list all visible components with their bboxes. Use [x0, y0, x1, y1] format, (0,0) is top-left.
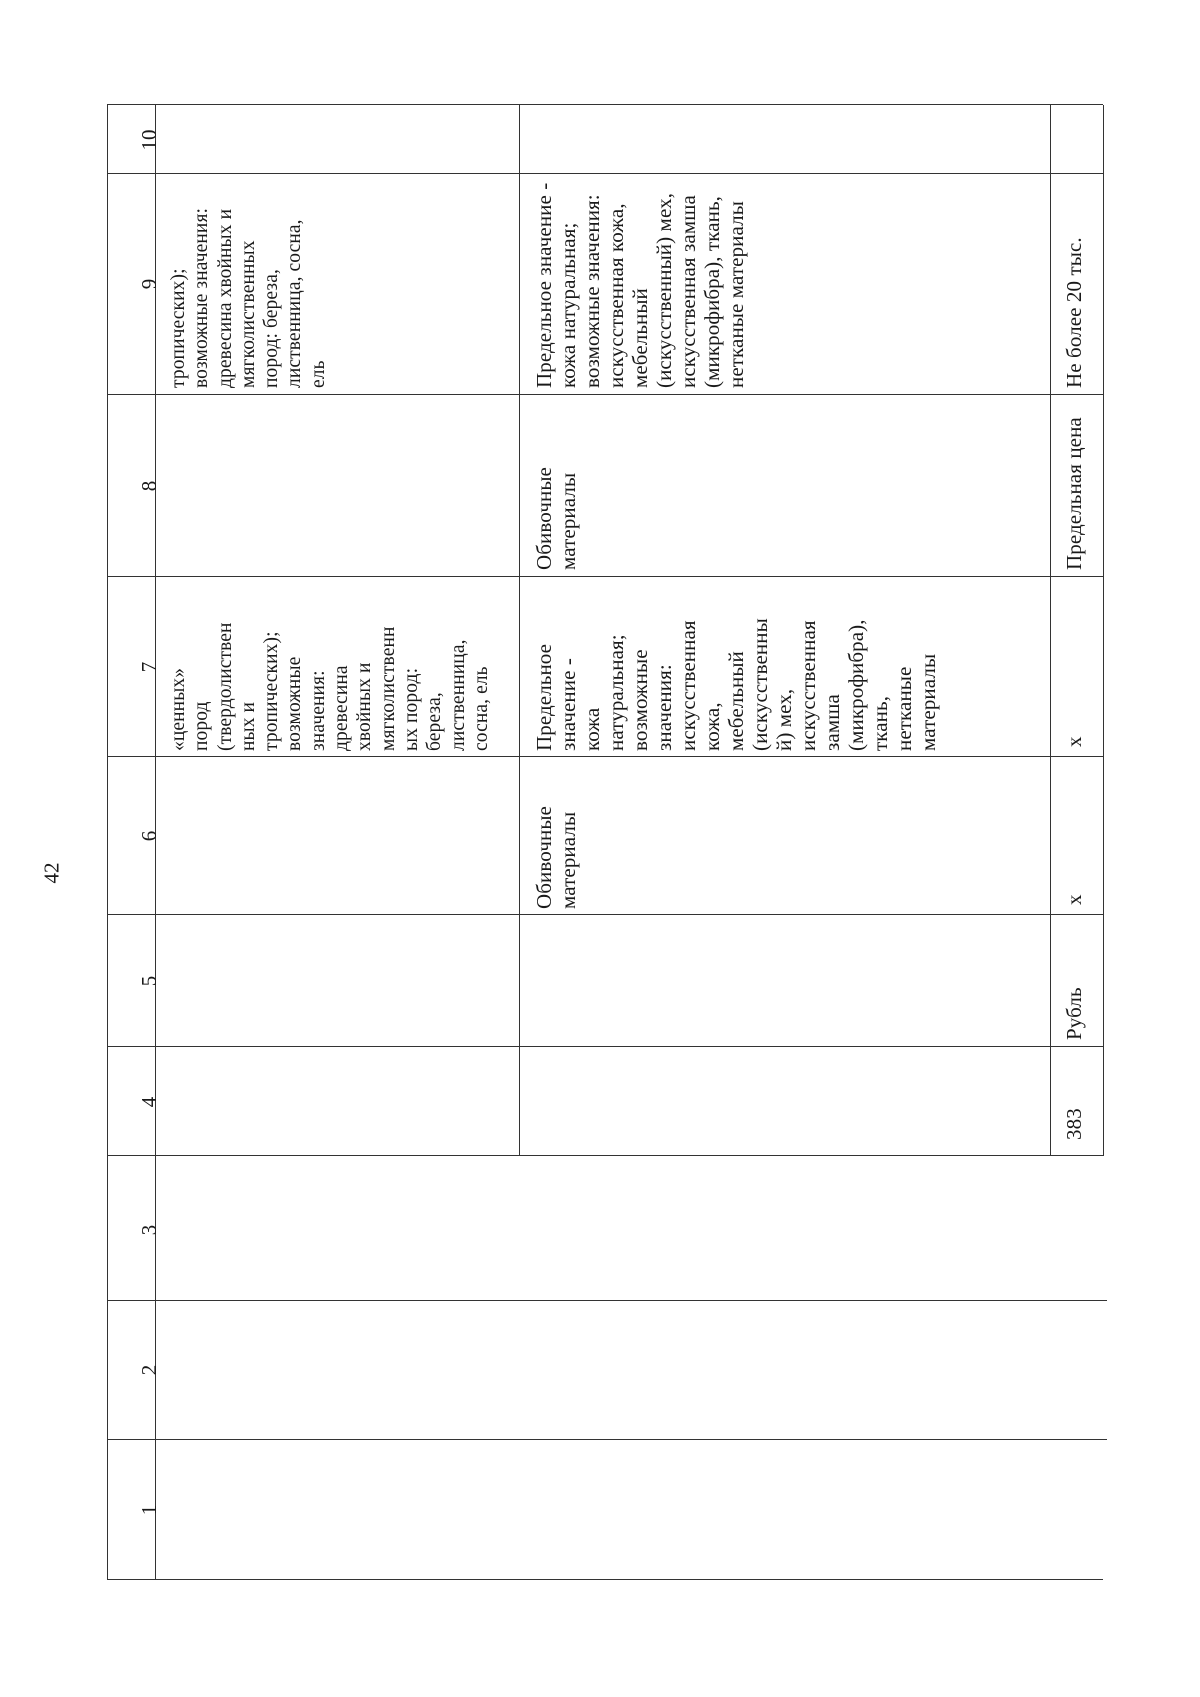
col-divider-1	[107, 1439, 1107, 1440]
row3-col4-text: 383	[1062, 1108, 1086, 1140]
col-divider-5	[107, 914, 1103, 915]
column-number-3: 3	[137, 1224, 161, 1236]
table-border-right	[1103, 105, 1104, 1156]
row2-col8-text: Обивочные материалы	[532, 467, 580, 570]
row-divider-1	[519, 105, 520, 1156]
column-number-6: 6	[137, 830, 161, 842]
table-border-left	[107, 105, 108, 1580]
col-divider-7	[107, 576, 1103, 577]
row3-col6-text: х	[1062, 894, 1086, 905]
row2-col6-text: Обивочные материалы	[532, 806, 580, 909]
column-number-1: 1	[137, 1504, 161, 1516]
row2-col7-text: Предельное значение - кожа натуральная; возможные значения: искусственная кожа, мебельный (искусственны й) мех, искусственная замша (микрофибра), ткань, нетканые материалы	[532, 618, 940, 751]
column-number-8: 8	[137, 480, 161, 492]
page-number: 42	[39, 862, 64, 884]
row-divider-2	[1050, 105, 1051, 1156]
row3-col8-text: Предельная цена	[1062, 417, 1086, 570]
col-divider-6	[107, 756, 1103, 757]
col-divider-8	[107, 394, 1103, 395]
column-number-4: 4	[137, 1096, 161, 1108]
column-number-2: 2	[137, 1364, 161, 1376]
row1-col9-text: тропических); возможные значения: древесина хвойных и мягколиственных пород: береза, лиственница, сосна, ель	[168, 207, 329, 388]
rotated-table	[107, 80, 1107, 1580]
col-divider-9	[107, 173, 1103, 174]
column-number-5: 5	[137, 975, 161, 987]
row1-col7-text: «ценных» пород (твердолиствен ных и тропических); возможные значения: древесина хвойных и мягколиственн ых пород: береза, лиственница, сосна, ель	[168, 622, 492, 751]
row3-col9-text: Не более 20 тыс.	[1062, 237, 1086, 388]
column-number-9: 9	[137, 278, 161, 290]
table-border-bottom	[107, 1579, 1103, 1580]
column-number-7: 7	[137, 661, 161, 673]
col-divider-2	[107, 1300, 1107, 1301]
table-border-top	[107, 104, 1103, 105]
col-divider-4	[107, 1046, 1103, 1047]
col-divider-3	[107, 1155, 1103, 1156]
row2-col9-text: Предельное значение - кожа натуральная; возможные значения: искусственная кожа, мебельный (искусственный) мех, искусственная замша (микрофибра), ткань, нетканые материалы	[532, 182, 748, 388]
row3-col7-text: х	[1062, 736, 1086, 747]
row3-col5-text: Рубль	[1062, 987, 1086, 1040]
column-number-10: 10	[137, 129, 161, 151]
